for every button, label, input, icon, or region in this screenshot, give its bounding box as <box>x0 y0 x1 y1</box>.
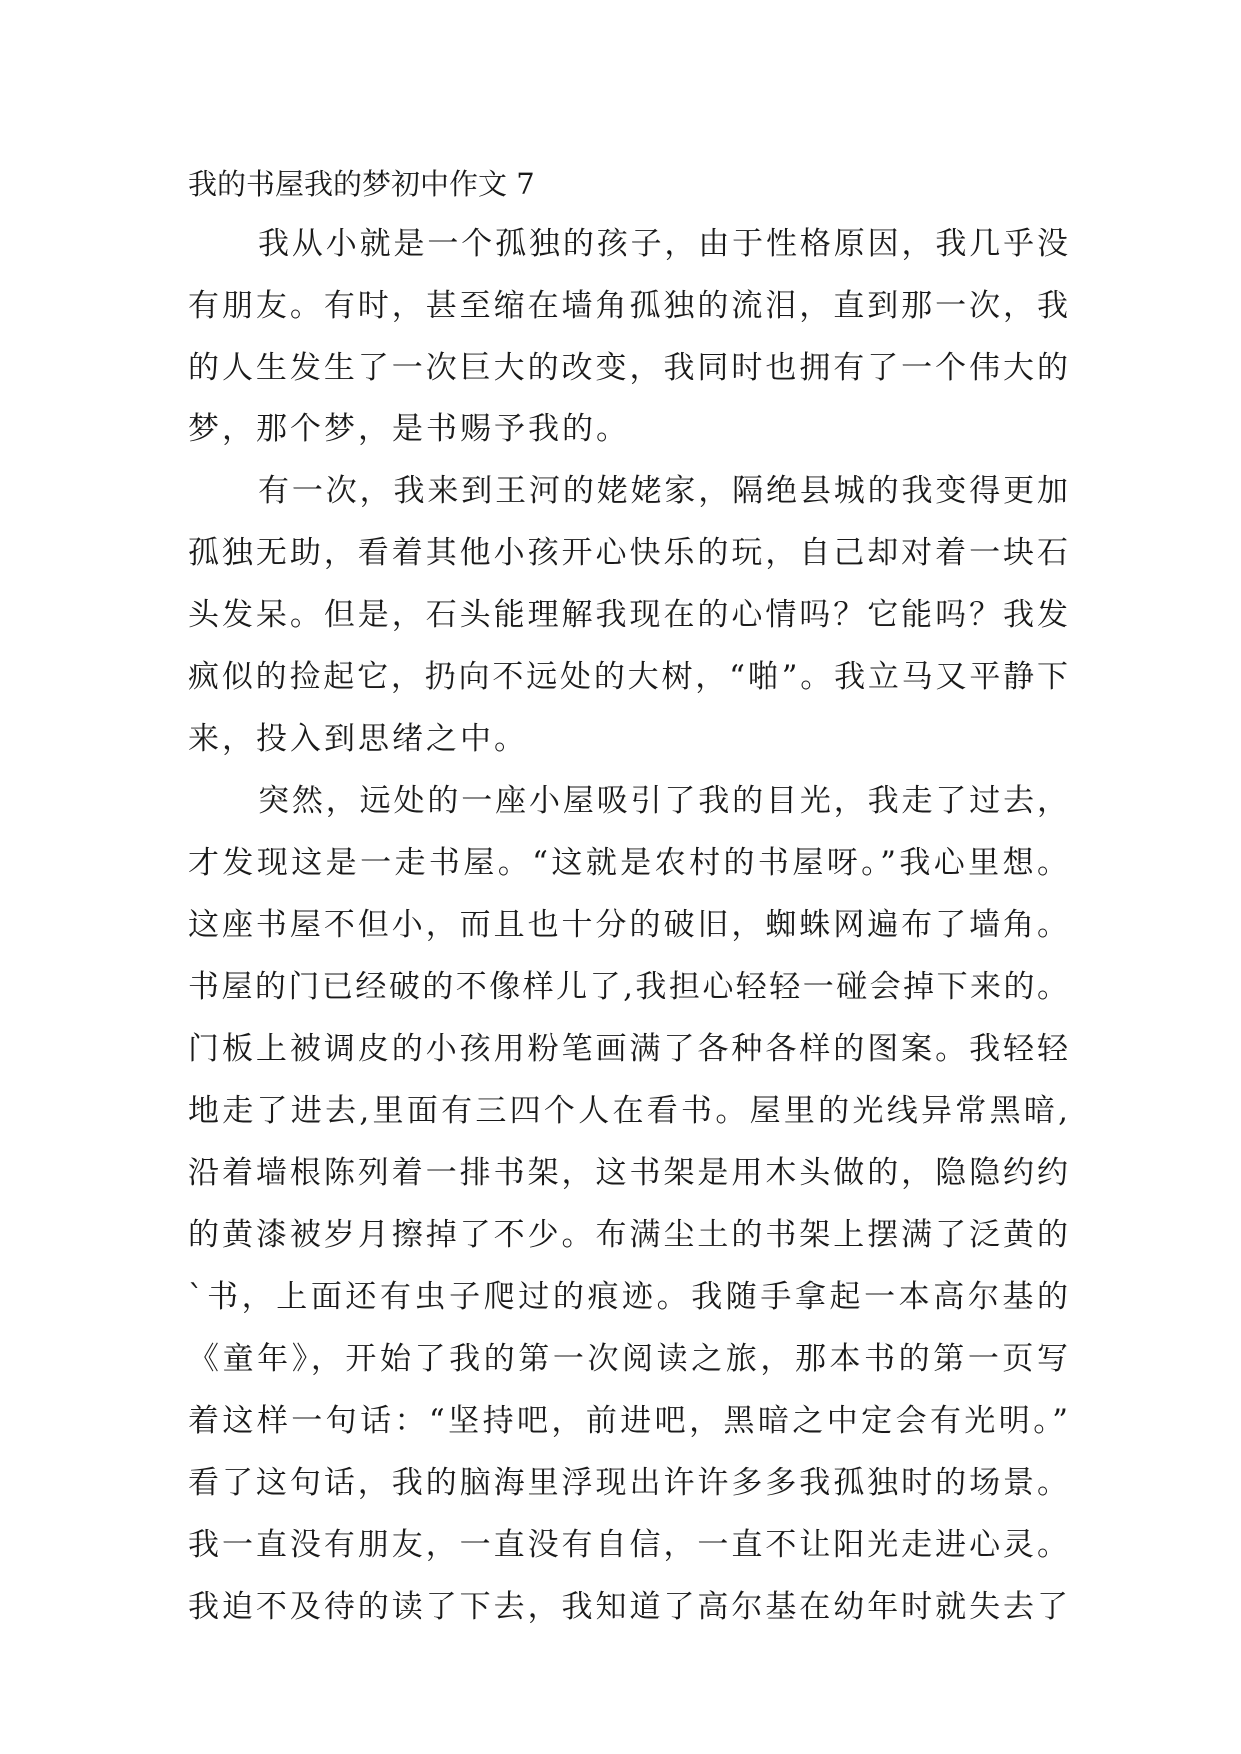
text-line: 来，投入到思绪之中。 <box>188 721 528 757</box>
text-line: 书屋的门已经破的不像样儿了,我担心轻轻一碰会掉下来的。 <box>188 969 1068 1005</box>
text-line: 着这样一句话：“坚持吧，前进吧，黑暗之中定会有光明。” <box>188 1403 1068 1439</box>
text-line: 的人生发生了一次巨大的改变，我同时也拥有了一个伟大的 <box>188 350 1068 386</box>
text-line: 地走了进去,里面有三四个人在看书。屋里的光线异常黑暗, <box>188 1093 1068 1129</box>
document-title: 我的书屋我的梦初中作文 7 <box>188 167 535 201</box>
text-line: 《童年》，开始了我的第一次阅读之旅，那本书的第一页写 <box>188 1341 1068 1377</box>
text-line: 这座书屋不但小，而且也十分的破旧，蜘蛛网遍布了墙角。 <box>188 907 1068 943</box>
text-line: 我迫不及待的读了下去，我知道了高尔基在幼年时就失去了 <box>188 1589 1068 1625</box>
text-line: 门板上被调皮的小孩用粉笔画满了各种各样的图案。我轻轻 <box>188 1031 1068 1067</box>
text-line: 才发现这是一走书屋。“这就是农村的书屋呀。”我心里想。 <box>188 845 1068 881</box>
text-line: 沿着墙根陈列着一排书架，这书架是用木头做的，隐隐约约 <box>188 1155 1068 1191</box>
text-line: 我一直没有朋友，一直没有自信，一直不让阳光走进心灵。 <box>188 1527 1068 1563</box>
text-line: `书，上面还有虫子爬过的痕迹。我随手拿起一本高尔基的 <box>188 1279 1068 1315</box>
text-line: 看了这句话，我的脑海里浮现出许许多多我孤独时的场景。 <box>188 1465 1068 1501</box>
text-line: 孤独无助，看着其他小孩开心快乐的玩，自己却对着一块石 <box>188 535 1068 571</box>
text-line: 的黄漆被岁月擦掉了不少。布满尘土的书架上摆满了泛黄的 <box>188 1217 1068 1253</box>
text-line: 我从小就是一个孤独的孩子，由于性格原因，我几乎没 <box>258 226 1068 262</box>
text-line: 有一次，我来到王河的姥姥家，隔绝县城的我变得更加 <box>258 473 1068 509</box>
text-line: 突然，远处的一座小屋吸引了我的目光，我走了过去， <box>258 783 1068 819</box>
text-line: 疯似的捡起它，扔向不远处的大树，“啪”。我立马又平静下 <box>188 659 1068 695</box>
text-line: 头发呆。但是，石头能理解我现在的心情吗？它能吗？我发 <box>188 597 1068 633</box>
text-line: 有朋友。有时，甚至缩在墙角孤独的流泪，直到那一次，我 <box>188 288 1068 324</box>
text-line: 梦，那个梦，是书赐予我的。 <box>188 411 630 447</box>
